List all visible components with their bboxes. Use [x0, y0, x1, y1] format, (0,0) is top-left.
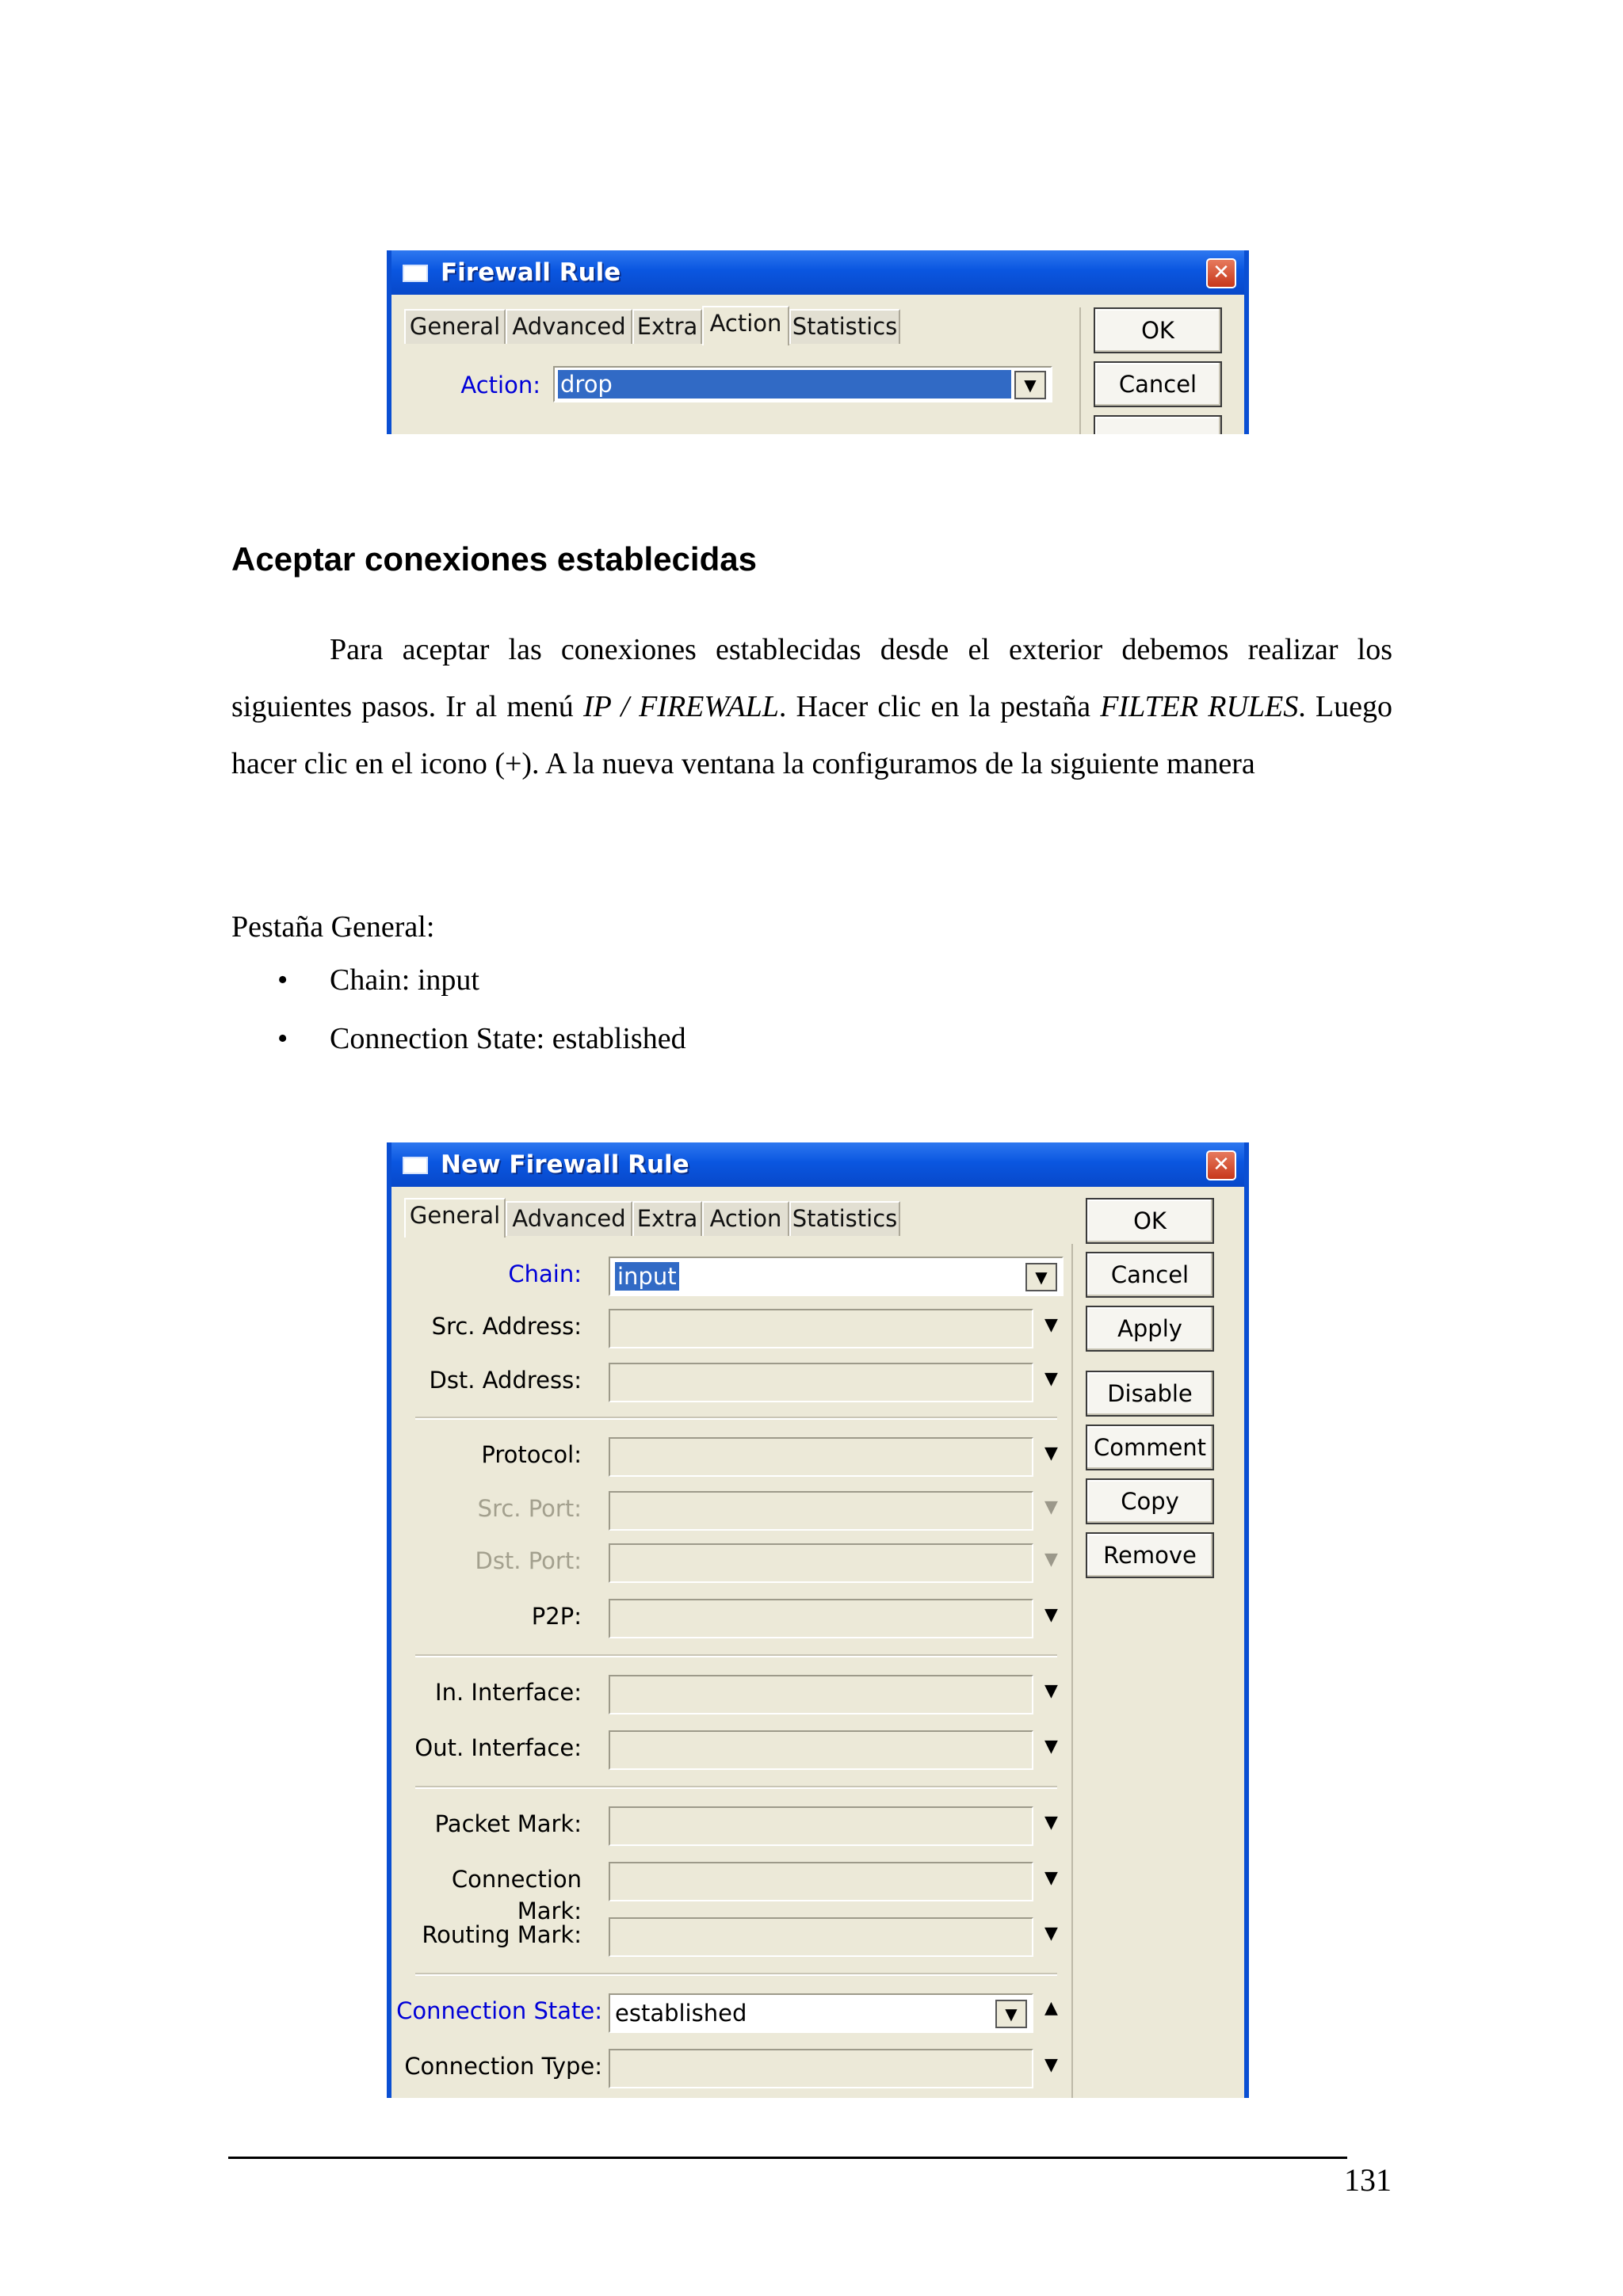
dialog-title: New Firewall Rule: [441, 1150, 689, 1179]
dst-port-label: Dst. Port:: [475, 1547, 582, 1574]
copy-button[interactable]: Copy: [1086, 1478, 1214, 1524]
close-icon[interactable]: ✕: [1206, 258, 1236, 288]
src-port-field: [609, 1491, 1033, 1531]
settings-list: [277, 951, 686, 1068]
divider: [415, 1786, 1057, 1789]
tab-action[interactable]: Action: [702, 1201, 789, 1236]
tab-general[interactable]: General: [404, 1198, 506, 1238]
apply-button[interactable]: Apply: [1086, 1306, 1214, 1352]
tab-statistics[interactable]: Statistics: [789, 1201, 900, 1236]
new-firewall-rule-dialog: [387, 1142, 1249, 2098]
cancel-button[interactable]: Cancel: [1094, 361, 1222, 407]
apply-button-partial[interactable]: [1094, 415, 1222, 434]
button-separator: [1071, 1244, 1073, 2098]
routing-mark-label: Routing Mark:: [422, 1921, 582, 1948]
ok-button[interactable]: OK: [1086, 1198, 1214, 1244]
dropdown-arrow-icon[interactable]: ▼: [1044, 1813, 1058, 1833]
out-interface-label: Out. Interface:: [414, 1734, 582, 1761]
dropdown-arrow-icon[interactable]: ▼: [1044, 2055, 1058, 2075]
routing-mark-field[interactable]: [609, 1917, 1033, 1957]
chain-label: Chain:: [508, 1261, 582, 1287]
connection-state-value: established: [615, 2000, 747, 2027]
src-address-label: Src. Address:: [431, 1313, 582, 1340]
paragraph-text-3: . Luego hacer clic en el icono (+). A la nueva ventana la configuramos de la siguiente manera: [231, 690, 1392, 780]
window-icon: [403, 1157, 428, 1174]
dst-address-field[interactable]: [609, 1363, 1033, 1402]
divider: [415, 1973, 1057, 1976]
dropdown-arrow-icon[interactable]: ▼: [1044, 1605, 1058, 1625]
connection-mark-label: Connection Mark:: [451, 1866, 582, 1924]
dropdown-arrow-icon[interactable]: ▼: [1044, 1737, 1058, 1756]
connection-state-label: Connection State:: [396, 1997, 602, 2024]
section-heading: Aceptar conexiones establecidas: [231, 540, 757, 578]
button-separator: [1079, 307, 1081, 434]
divider: [415, 1417, 1057, 1420]
chevron-down-icon[interactable]: ▼: [1014, 371, 1046, 399]
p2p-label: P2P:: [531, 1603, 582, 1630]
dst-port-field: [609, 1543, 1033, 1583]
action-select[interactable]: [553, 366, 1052, 402]
paragraph-text-2: . Hacer clic en la pestaña: [778, 690, 1101, 723]
chevron-down-icon[interactable]: ▼: [995, 2000, 1027, 2028]
disable-button[interactable]: Disable: [1086, 1371, 1214, 1417]
action-label: Action:: [460, 372, 540, 399]
connection-mark-field[interactable]: [609, 1862, 1033, 1901]
list-item: • Connection State: established: [277, 1009, 686, 1068]
dropdown-arrow-icon[interactable]: ▼: [1044, 1315, 1058, 1335]
packet-mark-label: Packet Mark:: [434, 1810, 582, 1837]
tab-advanced[interactable]: Advanced: [506, 1201, 632, 1236]
dropdown-arrow-icon[interactable]: ▼: [1044, 1444, 1058, 1463]
p2p-field[interactable]: [609, 1599, 1033, 1638]
protocol-field[interactable]: [609, 1437, 1033, 1477]
dropdown-arrow-icon: ▼: [1044, 1550, 1058, 1569]
chain-select[interactable]: [609, 1257, 1064, 1296]
dst-address-label: Dst. Address:: [429, 1367, 582, 1394]
general-tab-heading: Pestaña General:: [231, 910, 435, 944]
in-interface-label: In. Interface:: [435, 1679, 582, 1706]
packet-mark-field[interactable]: [609, 1806, 1033, 1846]
out-interface-field[interactable]: [609, 1730, 1033, 1770]
tab-general[interactable]: General: [404, 309, 506, 344]
chain-value: input: [615, 1262, 679, 1291]
chevron-down-icon[interactable]: ▼: [1025, 1263, 1057, 1291]
connection-state-select[interactable]: [609, 1993, 1033, 2033]
close-icon[interactable]: ✕: [1206, 1150, 1236, 1180]
tab-action[interactable]: Action: [702, 306, 789, 345]
tab-advanced[interactable]: Advanced: [506, 309, 632, 344]
collapse-up-icon[interactable]: ▲: [1044, 1998, 1058, 2018]
dropdown-arrow-icon[interactable]: ▼: [1044, 1924, 1058, 1943]
title-bar[interactable]: [391, 250, 1244, 295]
ok-button[interactable]: OK: [1094, 307, 1222, 353]
menu-path: IP / FIREWALL: [583, 690, 779, 723]
remove-button[interactable]: Remove: [1086, 1532, 1214, 1578]
protocol-label: Protocol:: [481, 1441, 582, 1468]
instruction-paragraph: [231, 621, 1392, 792]
title-bar[interactable]: [391, 1142, 1244, 1187]
paragraph-text-1: Para aceptar las conexiones establecidas desde el exterior debemos realizar los siguientes pasos. Ir al menú: [231, 633, 1392, 723]
dropdown-arrow-icon: ▼: [1044, 1497, 1058, 1517]
footer-rule: [228, 2157, 1347, 2159]
window-icon: [403, 265, 428, 282]
tab-name: FILTER RULES: [1100, 690, 1299, 723]
tab-statistics[interactable]: Statistics: [789, 309, 900, 344]
dropdown-arrow-icon[interactable]: ▼: [1044, 1369, 1058, 1389]
src-address-field[interactable]: [609, 1309, 1033, 1348]
dialog-title: Firewall Rule: [441, 258, 621, 287]
tab-extra[interactable]: Extra: [632, 1201, 702, 1236]
firewall-rule-dialog: [387, 250, 1249, 434]
in-interface-field[interactable]: [609, 1675, 1033, 1714]
comment-button[interactable]: Comment: [1086, 1425, 1214, 1470]
connection-type-field[interactable]: [609, 2049, 1033, 2088]
cancel-button[interactable]: Cancel: [1086, 1252, 1214, 1298]
tab-extra[interactable]: Extra: [632, 309, 702, 344]
src-port-label: Src. Port:: [477, 1495, 582, 1522]
action-value: drop: [558, 370, 1011, 399]
dropdown-arrow-icon[interactable]: ▼: [1044, 1868, 1058, 1888]
divider: [415, 1654, 1057, 1657]
page-number: 131: [1344, 2162, 1392, 2198]
list-item: • Chain: input: [277, 951, 686, 1009]
dropdown-arrow-icon[interactable]: ▼: [1044, 1681, 1058, 1701]
connection-type-label: Connection Type:: [404, 2053, 602, 2080]
